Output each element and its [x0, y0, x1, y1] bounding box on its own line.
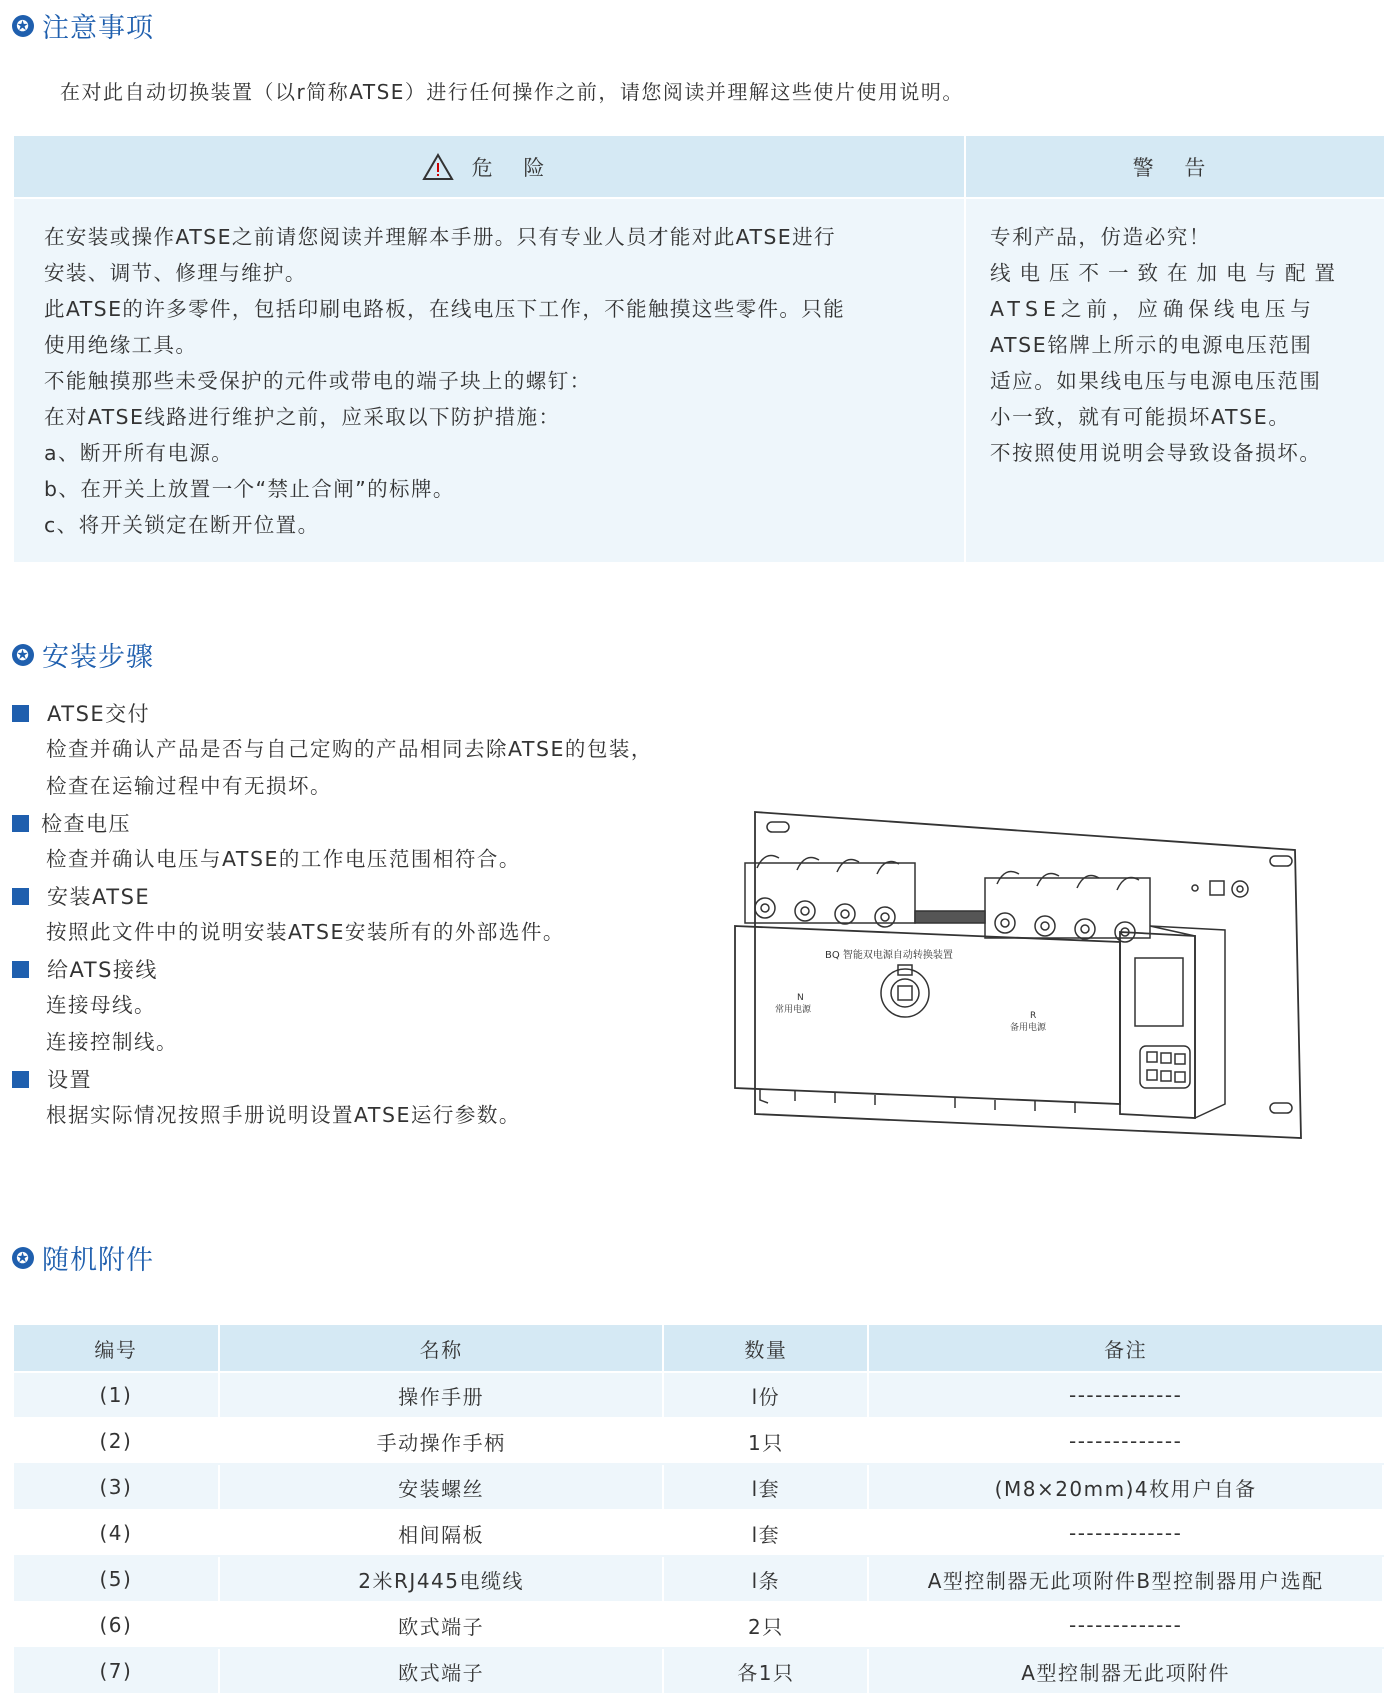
danger-line: b、在开关上放置一个“禁止合闸”的标牌。	[44, 477, 455, 501]
warning-line: ATSE之前，应确保线电压与	[990, 297, 1316, 321]
square-bullet-icon	[12, 888, 29, 905]
warning-line: ATSE铭牌上所示的电源电压范围	[990, 333, 1313, 357]
cell-quantity: l条	[663, 1556, 868, 1602]
cell-name: 2米RJ445电缆线	[219, 1556, 664, 1602]
step-title-text: 给ATS接线	[47, 958, 158, 982]
device-n-mark: N	[797, 993, 804, 1003]
step-line: 检查并确认电压与ATSE的工作电压范围相符合。	[46, 847, 521, 871]
intro-text: 在对此自动切换装置（以r简称ATSE）进行任何操作之前，请您阅读并理解这些使片使用说明。	[60, 80, 964, 104]
step-line: 按照此文件中的说明安装ATSE安装所有的外部选件。	[46, 920, 565, 944]
cell-note: A型控制器无此项附件B型控制器用户选配	[868, 1556, 1383, 1602]
danger-line: 不能触摸那些未受保护的元件或带电的端子块上的螺钉：	[44, 369, 592, 393]
step-line: 连接母线。	[46, 993, 156, 1017]
cell-number: (7)	[14, 1648, 219, 1694]
square-bullet-icon	[12, 815, 29, 832]
cell-name: 欧式端子	[219, 1648, 664, 1694]
step-line: 检查并确认产品是否与自己定购的产品相同去除ATSE的包装，	[46, 737, 653, 761]
table-row	[14, 1372, 1383, 1418]
table-row	[14, 1418, 1383, 1464]
warning-line: 线电压不一致在加电与配置	[990, 261, 1344, 285]
danger-column	[14, 136, 966, 562]
table-row	[14, 1464, 1383, 1510]
cell-number: (5)	[14, 1556, 219, 1602]
section-title-accessories	[12, 1238, 154, 1277]
danger-line: c、将开关锁定在断开位置。	[44, 513, 320, 537]
step-title	[12, 695, 712, 731]
step-title	[12, 878, 712, 914]
step-title	[12, 951, 712, 987]
warning-line: 专利产品，仿造必究！	[990, 225, 1211, 249]
notice-table	[14, 136, 1384, 562]
danger-heading: 危 险	[471, 155, 557, 180]
cell-number: (1)	[14, 1372, 219, 1418]
square-bullet-icon	[12, 705, 29, 722]
warning-header	[966, 136, 1384, 199]
step-title-text: 设置	[47, 1068, 92, 1092]
warning-line: 不按照使用说明会导致设备损坏。	[990, 441, 1322, 465]
step-line: 连接控制线。	[46, 1030, 178, 1054]
square-bullet-icon	[12, 1071, 29, 1088]
danger-line: a、断开所有电源。	[44, 441, 234, 465]
device-r-label: 备用电源	[1010, 1023, 1047, 1033]
danger-line: 此ATSE的许多零件，包括印刷电路板，在线电压下工作，不能触摸这些零件。只能	[44, 297, 846, 321]
cell-number: (2)	[14, 1418, 219, 1464]
section-title-text: 安装步骤	[42, 642, 154, 673]
section-title-text: 随机附件	[42, 1245, 154, 1276]
step-title	[12, 805, 712, 841]
column-header: 数量	[663, 1325, 868, 1372]
cell-quantity: 1只	[663, 1418, 868, 1464]
accessories-table	[14, 1325, 1384, 1695]
cell-note: -------------	[868, 1602, 1383, 1648]
star-icon: ✪	[12, 644, 34, 666]
atse-device-drawing	[715, 808, 1315, 1168]
cell-note: -------------	[868, 1372, 1383, 1418]
cell-name: 操作手册	[219, 1372, 664, 1418]
section-title-install	[12, 635, 154, 674]
step-line: 根据实际情况按照手册说明设置ATSE运行参数。	[46, 1103, 521, 1127]
table-row	[14, 1510, 1383, 1556]
danger-line: 安装、调节、修理与维护。	[44, 261, 307, 285]
step-title-text: 安装ATSE	[47, 885, 151, 909]
column-header: 备注	[868, 1325, 1383, 1372]
table-header-row	[14, 1325, 1383, 1372]
warning-heading: 警 告	[1132, 155, 1218, 180]
cell-name: 手动操作手柄	[219, 1418, 664, 1464]
cell-number: (6)	[14, 1602, 219, 1648]
cell-note: -------------	[868, 1510, 1383, 1556]
cell-note: A型控制器无此项附件	[868, 1648, 1383, 1694]
star-icon: ✪	[12, 1247, 34, 1269]
cell-quantity: l份	[663, 1372, 868, 1418]
table-row	[14, 1648, 1383, 1694]
warning-column	[966, 136, 1384, 562]
step-line: 检查在运输过程中有无损坏。	[46, 774, 332, 798]
danger-body	[14, 199, 964, 543]
cell-quantity: 各1只	[663, 1648, 868, 1694]
column-header: 名称	[219, 1325, 664, 1372]
terminal-block-left	[745, 856, 915, 927]
cell-number: (3)	[14, 1464, 219, 1510]
step-title	[12, 1061, 712, 1097]
cell-note: -------------	[868, 1418, 1383, 1464]
section-title-notice	[12, 6, 154, 45]
square-bullet-icon	[12, 961, 29, 978]
cell-name: 欧式端子	[219, 1602, 664, 1648]
cell-note: (M8×20mm)4枚用户自备	[868, 1464, 1383, 1510]
warning-body	[966, 199, 1384, 471]
table-row	[14, 1602, 1383, 1648]
star-icon: ✪	[12, 15, 34, 37]
danger-line: 在安装或操作ATSE之前请您阅读并理解本手册。只有专业人员才能对此ATSE进行	[44, 225, 836, 249]
device-r-mark: R	[1030, 1011, 1037, 1021]
column-header: 编号	[14, 1325, 219, 1372]
device-label: BQ 智能双电源自动转换装置	[825, 950, 953, 961]
table-row	[14, 1556, 1383, 1602]
warning-triangle-icon	[422, 153, 454, 181]
cell-quantity: 2只	[663, 1602, 868, 1648]
install-steps	[12, 695, 712, 1134]
cell-name: 相间隔板	[219, 1510, 664, 1556]
device-n-label: 常用电源	[775, 1005, 812, 1015]
cell-name: 安装螺丝	[219, 1464, 664, 1510]
cell-number: (4)	[14, 1510, 219, 1556]
danger-header	[14, 136, 964, 199]
danger-line: 在对ATSE线路进行维护之前，应采取以下防护措施：	[44, 405, 561, 429]
warning-line: 适应。如果线电压与电源电压范围	[990, 369, 1322, 393]
step-title-text: 检查电压	[41, 812, 131, 836]
step-title-text: ATSE交付	[47, 702, 151, 726]
cell-quantity: l套	[663, 1464, 868, 1510]
manual-handle	[881, 965, 929, 1017]
section-title-text: 注意事项	[42, 13, 154, 44]
warning-line: 小一致，就有可能损坏ATSE。	[990, 405, 1291, 429]
cell-quantity: l套	[663, 1510, 868, 1556]
danger-line: 使用绝缘工具。	[44, 333, 198, 357]
